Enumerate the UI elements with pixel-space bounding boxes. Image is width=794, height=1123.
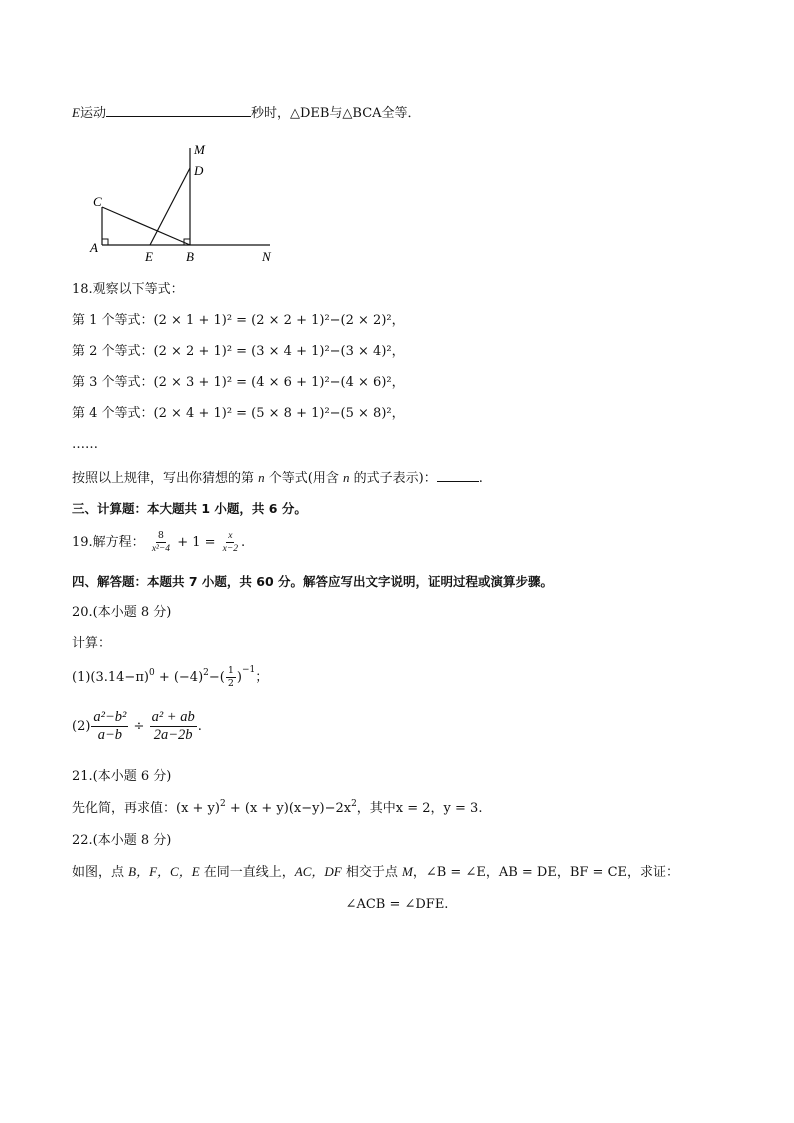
q20-part2-fraction-1 xyxy=(91,709,128,744)
q20-part2-frac1-den: a−b xyxy=(97,727,123,743)
q18-eq1 xyxy=(72,312,405,330)
q20-part1 xyxy=(72,664,268,692)
q20-part2-frac2-num: a² + ab xyxy=(151,709,195,725)
q18-eq1-prefix: 第 1 个等式： xyxy=(72,313,154,328)
q21-exp-b: 2 xyxy=(351,799,357,809)
q17-answer-blank[interactable] xyxy=(106,104,251,117)
q20-part1-b: + (−4) xyxy=(154,670,204,685)
q18-eq1-body: (2 × 1 + 1)² = (2 × 2 + 1)²−(2 × 2)²， xyxy=(153,313,405,328)
q20-part1-fraction xyxy=(226,665,236,690)
q18-ellipsis: …… xyxy=(72,437,98,452)
q18-question-b: 个等式(用含 xyxy=(264,471,343,486)
section4-heading-b: 小题，共 xyxy=(197,574,257,589)
q20-part2 xyxy=(72,707,202,747)
section3-heading xyxy=(72,500,307,518)
q22-body xyxy=(72,863,679,882)
q17-text-before: 运动 xyxy=(79,106,106,121)
q18-eq3 xyxy=(72,374,405,392)
q21-text-b: + (x + y)(x−y)−2x xyxy=(225,801,352,816)
q18-answer-blank[interactable] xyxy=(437,469,479,482)
section4-heading-a: 四、解答题：本题共 xyxy=(72,574,189,589)
q20-heading: 20.(本小题 8 分) xyxy=(72,605,172,620)
q20-part1-frac-num: 1 xyxy=(227,665,234,676)
line-cb xyxy=(102,207,190,245)
q19-frac1-num: 8 xyxy=(157,530,164,541)
q20-part1-d: ) xyxy=(236,670,242,685)
section3-score: 6 xyxy=(268,501,278,516)
q19-end: . xyxy=(241,535,246,550)
q18-question xyxy=(72,469,483,488)
q21-text-c: ，其中x = 2，y = 3. xyxy=(356,801,483,816)
q21-heading: 21.(本小题 6 分) xyxy=(72,769,172,784)
q20-part1-frac-den: 2 xyxy=(227,678,234,689)
label-d: D xyxy=(194,163,204,178)
geometry-figure xyxy=(80,140,290,270)
section4-heading xyxy=(72,573,553,591)
q19-mid: + 1 = xyxy=(173,535,220,550)
q20-instruction: 计算： xyxy=(72,636,112,651)
var-n: n xyxy=(258,470,265,485)
q18-question-c: 的式子表示)： xyxy=(349,471,437,486)
label-a: A xyxy=(90,240,98,255)
q18-eq4-prefix: 第 4 个等式： xyxy=(72,406,154,421)
label-c: C xyxy=(93,194,102,209)
q20-part2-fraction-2 xyxy=(150,709,197,744)
q18-eq3-body: (2 × 3 + 1)² = (4 × 6 + 1)²−(4 × 6)²， xyxy=(153,375,405,390)
q19-fraction-1 xyxy=(150,530,172,555)
q21-exp-a: 2 xyxy=(219,799,226,809)
q22-proof-goal: ∠ACB = ∠DFE. xyxy=(345,897,449,912)
q18-eq2-body: (2 × 2 + 1)² = (3 × 4 + 1)²−(3 × 4)²， xyxy=(153,344,405,359)
q21-text-a: 先化简，再求值：(x + y) xyxy=(72,801,220,816)
q19-prefix: 19.解方程： xyxy=(72,535,145,550)
q20-part1-expm1: −1 xyxy=(241,665,256,675)
q20-part2-end: . xyxy=(197,719,202,734)
q18-question-a: 按照以上规律，写出你猜想的第 xyxy=(72,471,259,486)
q19-frac1-den: x²−4 xyxy=(151,544,171,554)
q19-frac2-num: x xyxy=(228,531,233,541)
q20-part1-exp2: 2 xyxy=(203,668,209,678)
q19-fraction-2 xyxy=(221,530,240,555)
right-angle-a xyxy=(102,239,108,245)
q20-part1-a: (1)(3.14−π) xyxy=(72,670,149,685)
q20-part1-end: ； xyxy=(255,670,269,685)
q22-text-b: 在同一直线上， xyxy=(199,865,295,880)
q22-text-d: ，∠B = ∠E，AB = DE，BF = CE，求证： xyxy=(412,865,680,880)
q22-point-m: M xyxy=(402,864,413,879)
label-n: N xyxy=(262,249,271,264)
q18-eq2 xyxy=(72,343,405,361)
var-n: n xyxy=(342,470,350,485)
q20-part1-c: −( xyxy=(208,670,225,685)
q22-heading: 22.(本小题 8 分) xyxy=(72,833,172,848)
q19-line xyxy=(72,530,245,556)
section4-heading-c: 分。解答应写出文字说明，证明过程或演算步骤。 xyxy=(273,574,554,589)
section3-count: 1 xyxy=(201,501,211,516)
q17-tail-line xyxy=(72,104,421,123)
section3-heading-b: 小题，共 xyxy=(210,501,269,516)
q18-heading: 18.观察以下等式： xyxy=(72,282,184,297)
q21-body xyxy=(72,800,482,818)
q17-text-after: 秒时，△DEB与△BCA全等． xyxy=(250,106,421,121)
section3-heading-c: 分。 xyxy=(277,501,307,516)
label-b: B xyxy=(186,249,194,264)
q20-part1-exp0: 0 xyxy=(148,668,155,678)
label-e: E xyxy=(145,249,153,264)
q20-part2-frac1-num: a²−b² xyxy=(93,709,127,725)
q19-frac2-den: x−2 xyxy=(222,544,239,554)
section4-score: 60 xyxy=(256,574,274,589)
q18-question-end: . xyxy=(478,471,483,486)
q18-eq3-prefix: 第 3 个等式： xyxy=(72,375,154,390)
q18-eq4 xyxy=(72,405,405,423)
q20-part2-label: (2) xyxy=(72,719,91,734)
q22-text-c: 相交于点 xyxy=(341,865,402,880)
line-ed xyxy=(150,168,190,245)
var-e: E xyxy=(72,105,80,120)
section3-heading-a: 三、计算题：本大题共 xyxy=(72,501,202,516)
q18-eq4-body: (2 × 4 + 1)² = (5 × 8 + 1)²−(5 × 8)²， xyxy=(153,406,405,421)
q18-eq2-prefix: 第 2 个等式： xyxy=(72,344,154,359)
q22-lines: AC，DF xyxy=(294,864,342,879)
q20-part2-frac2-den: 2a−2b xyxy=(153,727,193,743)
section4-count: 7 xyxy=(188,574,198,589)
q22-text-a: 如图，点 xyxy=(72,865,129,880)
q20-part2-div: ÷ xyxy=(129,719,149,734)
label-m: M xyxy=(194,142,205,157)
q22-points: B，F，C，E xyxy=(128,864,200,879)
